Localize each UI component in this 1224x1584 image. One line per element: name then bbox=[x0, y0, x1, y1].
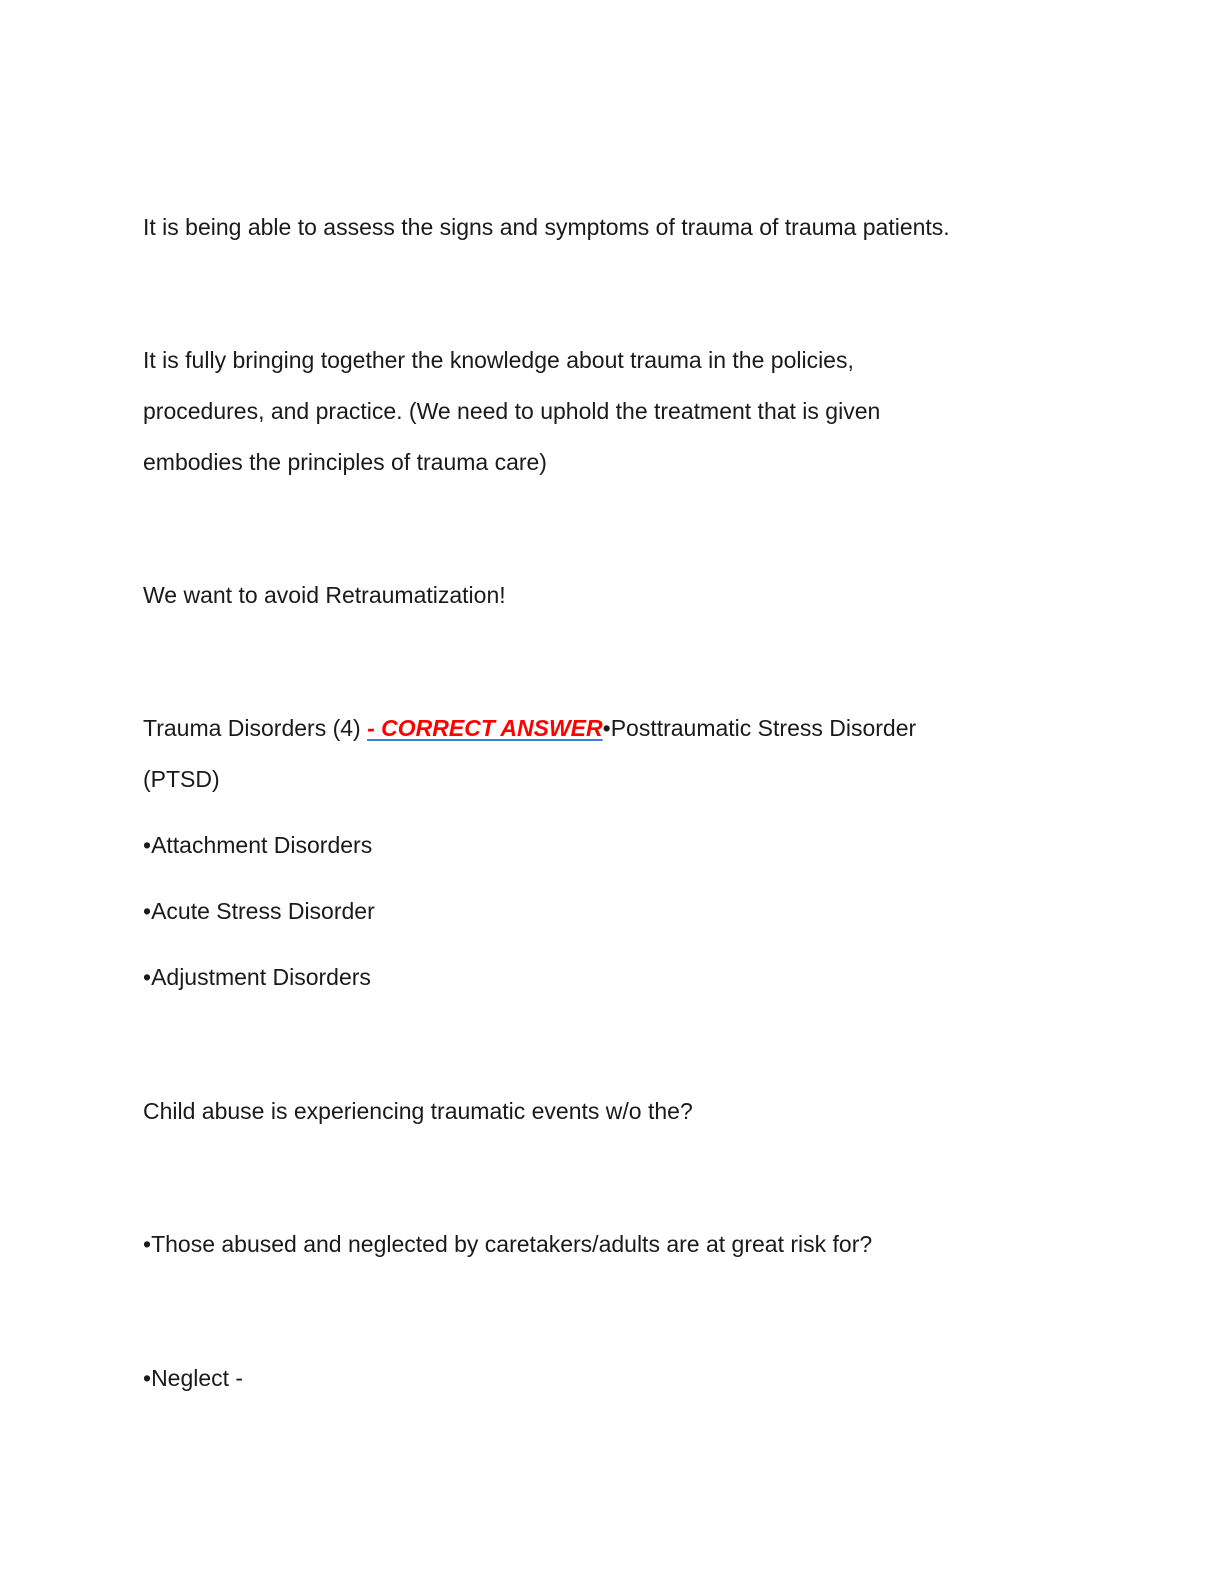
answer-item: Posttraumatic Stress Disorder bbox=[610, 715, 917, 741]
paragraph-line bbox=[143, 1353, 1043, 1404]
list-item-text: Attachment Disorders bbox=[151, 832, 373, 858]
answer-item-continuation: (PTSD) bbox=[143, 766, 220, 792]
question-trauma-disorders bbox=[143, 703, 1043, 805]
bullet-glyph: • bbox=[143, 1365, 152, 1391]
paragraph-risk bbox=[143, 1219, 1043, 1270]
question-line bbox=[143, 703, 1043, 754]
list-item-text: Acute Stress Disorder bbox=[151, 898, 375, 924]
bullet-glyph: • bbox=[602, 715, 611, 741]
correct-answer-label: - CORRECT ANSWER bbox=[367, 715, 603, 741]
paragraph-retraumatization bbox=[143, 570, 1043, 621]
bullet-glyph: • bbox=[143, 898, 152, 924]
answer-bullet-list bbox=[143, 820, 1043, 1018]
paragraph-neglect bbox=[143, 1353, 1043, 1404]
list-item bbox=[143, 886, 1043, 952]
bullet-glyph: • bbox=[143, 964, 152, 990]
paragraph-line bbox=[143, 1219, 1043, 1270]
list-item bbox=[143, 952, 1043, 1018]
list-item bbox=[143, 820, 1043, 886]
paragraph-line: embodies the principles of trauma care) bbox=[143, 449, 547, 475]
paragraph-integration bbox=[143, 335, 1043, 488]
bullet-glyph: • bbox=[143, 1231, 152, 1257]
bullet-glyph: • bbox=[143, 832, 152, 858]
paragraph-assessment bbox=[143, 202, 1043, 253]
question-prompt: Trauma Disorders (4) bbox=[143, 715, 368, 741]
paragraph-line: Child abuse is experiencing traumatic events w/o the? bbox=[143, 1098, 693, 1124]
paragraph-child-abuse bbox=[143, 1086, 1043, 1137]
paragraph-line: We want to avoid Retraumatization! bbox=[143, 582, 506, 608]
paragraph-text: Those abused and neglected by caretakers/adults are at great risk for? bbox=[151, 1231, 873, 1257]
list-item-text: Adjustment Disorders bbox=[151, 964, 371, 990]
paragraph-line: It is fully bringing together the knowledge about trauma in the policies, bbox=[143, 347, 854, 373]
paragraph-line: It is being able to assess the signs and symptoms of trauma of trauma patients. bbox=[143, 214, 950, 240]
paragraph-line: procedures, and practice. (We need to uphold the treatment that is given bbox=[143, 398, 881, 424]
paragraph-text: Neglect - bbox=[151, 1365, 244, 1391]
